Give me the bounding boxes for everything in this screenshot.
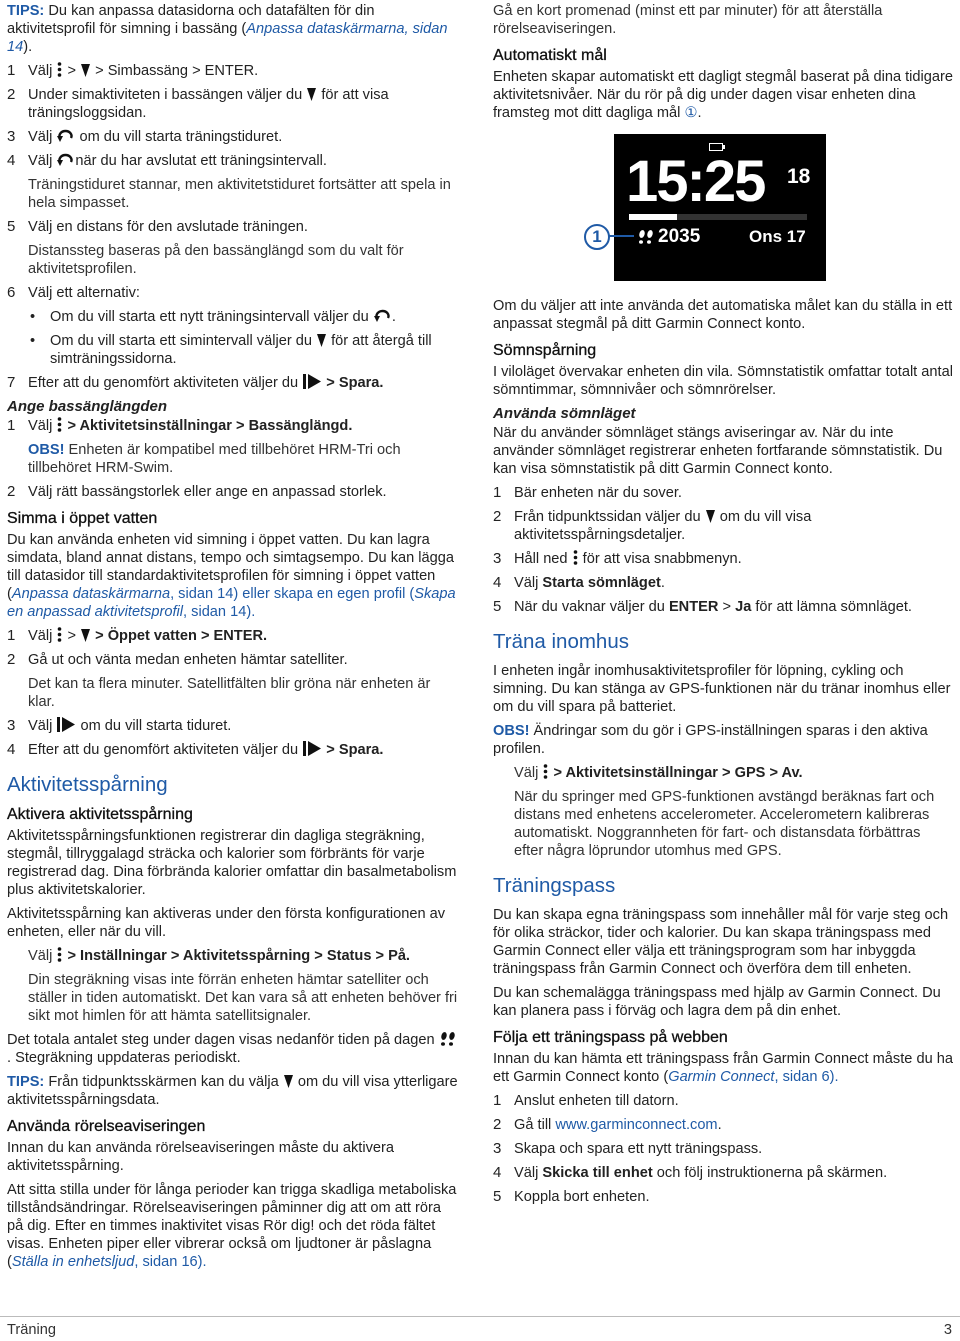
- lap-icon: [57, 129, 74, 143]
- heading-aktivitetssparning: Aktivitetsspårning: [7, 773, 168, 796]
- watch-steps: 2035: [658, 226, 701, 247]
- link-anpassa-2[interactable]: Anpassa dataskärmarna: [11, 586, 171, 602]
- oppet-step-3: 3 Välj om du vill starta tiduret.: [7, 717, 232, 734]
- aktivera-step: Välj > Inställningar > Aktivitetsspårning > Status > På.: [28, 948, 410, 964]
- heading-somnlage: Använda sömnläget: [493, 405, 636, 422]
- heading-aktivera: Aktivera aktivitetsspårning: [7, 806, 193, 823]
- oppet-step-1: 1 Välj > > Öppet vatten > ENTER.: [7, 627, 268, 644]
- footer-section: Träning: [7, 1322, 56, 1338]
- web-step-1: 1 Anslut enheten till datorn.: [493, 1092, 679, 1109]
- heading-rorelseavisering: Använda rörelseaviseringen: [7, 1118, 206, 1135]
- somn-step-3: 3 Håll ned för att visa snabbmenyn.: [493, 550, 742, 567]
- down-arrow-icon: [284, 1075, 293, 1088]
- pass-paragraph-2: Du kan schemalägga träningspass med hjälp av Garmin Connect. Du kan planera pass i förväg och lagra dem på din enhet.: [493, 985, 941, 1019]
- link-enhetsljud[interactable]: Ställa in enhetsljud: [11, 1254, 135, 1270]
- start-stop-icon: [57, 717, 75, 732]
- start-stop-icon: [303, 741, 321, 756]
- oppet-step-2-note: Det kan ta flera minuter. Satellitfälten blir gröna när enheten är klar.: [28, 676, 431, 710]
- step-4-note: Träningstiduret stannar, men aktivitetstiduret fortsätter att spela in hela simpasset.: [28, 177, 451, 211]
- bassang-step-2: 2 Välj rätt bassängstorlek eller ange en anpassad storlek.: [7, 483, 387, 500]
- link-anpassa[interactable]: Anpassa dataskärmarna, sidan 14: [7, 21, 448, 55]
- somn-step-1: 1 Bär enheten när du sover.: [493, 484, 682, 501]
- web-step-3: 3 Skapa och spara ett nytt träningspass.: [493, 1140, 763, 1157]
- inomhus-obs: OBS! Ändringar som du gör i GPS-inställningen sparas i den aktiva profilen.: [493, 723, 928, 757]
- aktivera-note: Din stegräkning visas inte förrän enheten hämtar satelliter och ställer in tiden automatiskt. Det kan vara så att enheten behöver fri sikt mot himlen för att hämta satellitsignaler.: [28, 972, 458, 1024]
- heading-trana-inomhus: Träna inomhus: [493, 630, 629, 653]
- oppet-step-4: 4 Efter att du genomfört aktiviteten väljer du > Spara.: [7, 741, 384, 758]
- watch-time: 15:25: [626, 149, 765, 214]
- tips-swim: TIPS: Du kan anpassa datasidorna och datafälten för din aktivitetsprofil för simning i bassäng (Anpassa dataskärmarna, sidan 14).: [7, 3, 448, 55]
- step-goal-progress-bar: [629, 214, 807, 220]
- pass-paragraph-1: Du kan skapa egna träningspass som innehåller mål för varje steg och för olika sträckor, tider och kalorier. Du kan skapa träningspass med Garmin Connect eller välja ett träningsprogram som har inbyggda träningspass från Garmin Connect och överföra dem till enheten.: [493, 907, 949, 977]
- step-3: 3 Välj om du vill starta träningstiduret.: [7, 128, 283, 145]
- rorelse-paragraph-1: Innan du kan använda rörelseaviseringen måste du aktivera aktivitetsspårning.: [7, 1140, 394, 1174]
- somn-step-5: 5 När du vaknar väljer du ENTER > Ja för att lämna sömnläget.: [493, 598, 912, 615]
- inomhus-paragraph: I enheten ingår inomhusaktivitetsprofiler för löpning, cykling och simning. Du kan stänga av GPS-funktionen när du tränar inomhus eller om du vill spara på batteriet.: [493, 663, 951, 715]
- web-step-2: 2 Gå till www.garminconnect.com.: [493, 1116, 722, 1133]
- menu-dots-icon: [543, 764, 548, 779]
- aktivera-paragraph-2: Aktivitetsspårning kan aktiveras under den första konfigurationen av enheten, eller när du vill.: [7, 906, 446, 940]
- menu-dots-icon: [57, 947, 62, 962]
- watch-screen-image: [592, 134, 826, 281]
- footer-rule: [0, 1316, 960, 1317]
- menu-dots-icon: [57, 417, 62, 432]
- bullet-interval: • Om du vill starta ett nytt träningsintervall väljer du .: [7, 308, 459, 326]
- right-column: [493, 2, 953, 1212]
- step-7: 7 Efter att du genomfört aktiviteten väljer du > Spara.: [7, 374, 384, 391]
- menu-dots-icon: [57, 62, 62, 77]
- watch-date: Ons 17: [749, 227, 806, 246]
- watch-seconds: 18: [787, 165, 811, 188]
- web-step-5: 5 Koppla bort enheten.: [493, 1188, 650, 1205]
- footsteps-icon: [638, 230, 654, 249]
- link-garminconnect-url[interactable]: www.garminconnect.com: [555, 1117, 718, 1133]
- step-6: 6 Välj ett alternativ:: [7, 284, 140, 301]
- left-column: [7, 2, 459, 1277]
- step-5-note: Distanssteg baseras på den bassänglängd som du valt för aktivitetsprofilen.: [28, 243, 404, 277]
- step-1: 1 Välj > > Simbassäng > ENTER.: [7, 62, 259, 79]
- start-stop-icon: [303, 374, 321, 389]
- step-goal-progress-fill: [629, 214, 677, 220]
- step-5: 5 Välj en distans för den avslutade träningen.: [7, 218, 308, 235]
- custom-goal-paragraph: Om du väljer att inte använda det automatiska målet kan du ställa in ett anpassat stegmål på ditt Garmin Connect konto.: [493, 298, 953, 332]
- rorelse-paragraph-2: Att sitta stilla under för långa perioder kan trigga skadliga metaboliska tillståndsändringar. Rörelseaviseringen påminner dig att om att röra på dig. Efter en timmes inaktivitet visas Rör dig! och det röda fältet visas. Enheten piper eller vibrerar också om ljudtoner är påslagna (Ställa in enhetsljud, sidan 16).: [7, 1182, 457, 1270]
- heading-folja-pass: Följa ett träningspass på webben: [493, 1029, 728, 1046]
- inomhus-step: Välj > Aktivitetsinställningar > GPS > Av.: [514, 765, 803, 781]
- aktivera-tips: TIPS: Från tidpunktsskärmen kan du välja om du vill visa ytterligare aktivitetsspårningsdata.: [7, 1074, 458, 1108]
- footsteps-icon: [440, 1032, 456, 1046]
- aktivera-paragraph-1: Aktivitetsspårningsfunktionen registrerar din dagliga stegräkning, stegmål, tillryggalagd sträcka och kalorier som förbränts för varje registrerad dag. Dina förbrända kalorier omfattar din basalmetabolism plus aktivitetskalorier.: [7, 828, 457, 898]
- bullet-swim-interval: • Om du vill starta ett simintervall väljer du för att återgå till simträningssidorna.: [7, 332, 459, 368]
- obs-note: OBS! Enheten är kompatibel med tillbehöret HRM-Tri och tillbehöret HRM-Swim.: [28, 442, 401, 476]
- heading-oppet-vatten: Simma i öppet vatten: [7, 510, 158, 527]
- aktivera-paragraph-3: Det totala antalet steg under dagen visas nedanför tiden på dagen . Stegräkning uppdateras periodiskt.: [7, 1031, 459, 1067]
- down-arrow-icon: [706, 510, 715, 523]
- step-4: 4 Välj när du har avslutat ett träningsintervall.: [7, 152, 327, 169]
- oppet-step-2: 2 Gå ut och vänta medan enheten hämtar satelliter.: [7, 651, 348, 668]
- somn-paragraph: I viloläget övervakar enheten din vila. Sömnstatistik omfattar totalt antal sömntimmar, sömnnivåer och sömnrörelser.: [493, 364, 953, 398]
- lap-icon: [374, 309, 391, 323]
- auto-paragraph: Enheten skapar automatiskt ett dagligt stegmål baserat på dina tidigare aktivitetsnivåer. När du rör på dig under dagen visar enheten dina framsteg mot ditt dagliga mål ①.: [493, 69, 953, 121]
- link-skapa-profil[interactable]: Skapa en anpassad aktivitetsprofil: [7, 586, 456, 620]
- lap-icon: [57, 153, 74, 167]
- somn-step-2: 2 Från tidpunktssidan väljer du om du vill visa aktivitetsspårningsdetaljer.: [493, 508, 812, 543]
- rorelse-reset-note: Gå en kort promenad (minst ett par minuter) för att återställa rörelseaviseringen.: [493, 3, 883, 37]
- callout-line: [608, 235, 634, 237]
- oppet-paragraph: Du kan använda enheten vid simning i öppet vatten. Du kan lagra simdata, bland annat distans, tempo och simtagsempo. Du kan lägga till datasidor till standardaktivitetsprofilen för simning i öppet vatten (Anpassa dataskärmarna, sidan 14) eller skapa en egen profil (Skapa en anpassad aktivitetsprofil, sidan 14).: [7, 532, 456, 620]
- callout-number: 1: [584, 224, 610, 250]
- heading-automatiskt-mal: Automatiskt mål: [493, 47, 607, 64]
- step-2: 2 Under simaktiviteten i bassängen väljer du för att visa träningsloggsidan.: [7, 86, 389, 121]
- footer-page-number: 3: [943, 1322, 952, 1338]
- callout-ref: ①: [684, 105, 698, 121]
- somn-step-4: 4 Välj Starta sömnläget.: [493, 574, 665, 591]
- menu-dots-icon: [57, 627, 62, 642]
- down-arrow-icon: [307, 88, 316, 101]
- heading-bassang: Ange bassänglängden: [7, 398, 168, 415]
- down-arrow-icon: [81, 64, 90, 77]
- heading-traningspass: Träningspass: [493, 874, 616, 897]
- down-arrow-icon: [317, 334, 326, 347]
- bassang-step-1: 1 Välj > Aktivitetsinställningar > Bassänglängd.: [7, 417, 353, 434]
- somnlage-paragraph: När du använder sömnläget stängs aviseringar av. När du inte använder sömnläget registrerar enheten fortfarande sömnstatistik. Du kan visa sömnstatistik på ditt Garmin Connect konto.: [493, 425, 943, 477]
- web-step-4: 4 Välj Skicka till enhet och följ instruktionerna på skärmen.: [493, 1164, 888, 1181]
- inomhus-note: När du springer med GPS-funktionen avstängd beräknas fart och distans med enhetens accelerometer. Accelerometern kalibreras automatiskt. Noggrannheten för fart- och distansdata förbättras efter några löprundor utomhus med GPS.: [514, 789, 935, 859]
- menu-dots-icon: [573, 550, 578, 565]
- folja-paragraph: Innan du kan hämta ett träningspass från Garmin Connect måste du ha ett Garmin Connect konto (Garmin Connect, sidan 6).: [493, 1051, 953, 1085]
- heading-somnsparning: Sömnspårning: [493, 342, 597, 359]
- down-arrow-icon: [81, 629, 90, 642]
- link-garmin-connect[interactable]: Garmin Connect: [668, 1069, 775, 1085]
